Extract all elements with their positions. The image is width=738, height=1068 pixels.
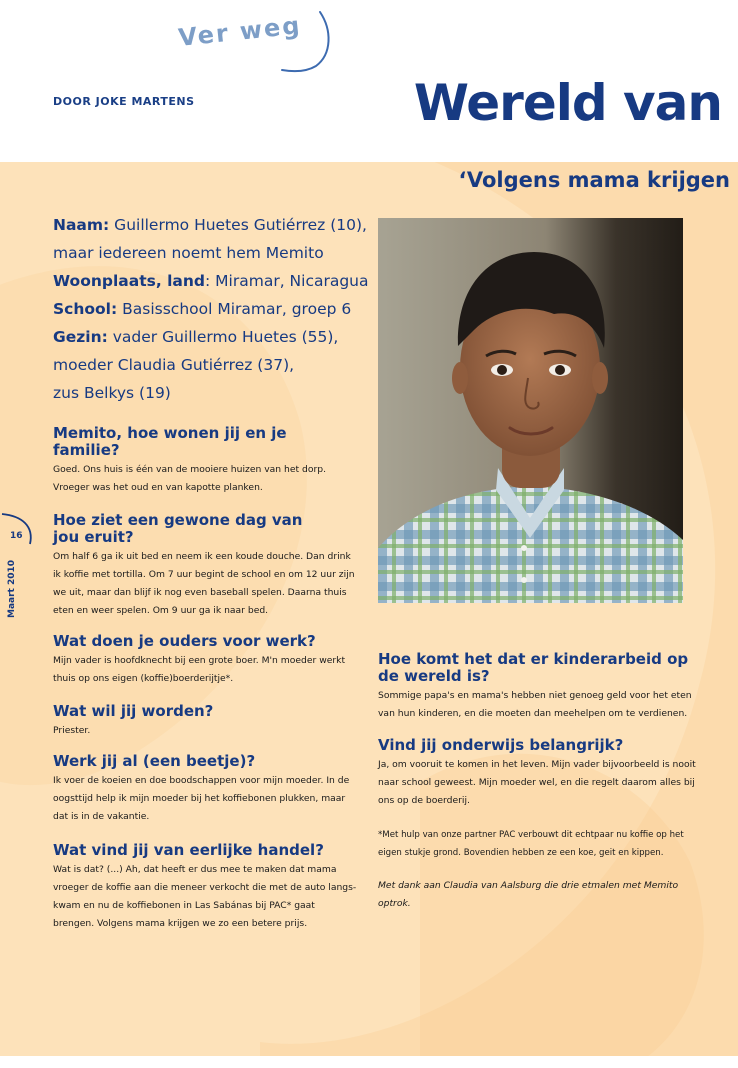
portrait-illustration xyxy=(378,218,683,603)
page-number: 16 xyxy=(10,531,23,541)
qa-child-labour xyxy=(378,651,698,723)
qa-daily-routine xyxy=(53,512,358,620)
qa-question: Hoe komt het dat er kinderarbeid op de wereld is? xyxy=(378,650,689,685)
family-label: Gezin: xyxy=(53,328,108,346)
qa-answer: Sommige papa's en mama's hebben niet genoeg geld voor het eten van hun kinderen, en die moeten dan meehelpen om te verdienen. xyxy=(378,690,692,719)
footnote: *Met hulp van onze partner PAC verbouwt dit echtpaar nu koffie op het eigen stukje grond. Bovendien hebben ze een koe, geit en kippen. xyxy=(378,830,684,858)
section-label: Ver weg xyxy=(177,11,303,53)
qa-question: Vind jij onderwijs belangrijk? xyxy=(378,736,624,754)
acknowledgement: Met dank aan Claudia van Aalsburg die drie etmalen met Memito optrok. xyxy=(378,880,679,909)
page-bottom-margin xyxy=(0,1056,738,1068)
family-value: vader Guillermo Huetes (55), xyxy=(107,328,339,346)
qa-answer: Wat is dat? (...) Ah, dat heeft er dus mee te maken dat mama vroeger de koffie aan die meneer verkocht die met de auto langs-kwam en nu de koffiebonen in Las Sabánas bij PAC* gaat brengen. Volgens mama krijgen we zo een betere prijs. xyxy=(53,864,357,929)
qa-answer: Ik voer de koeien en doe boodschappen voor mijn moeder. In de oogsttijd help ik mijn moeder bij het koffiebonen plukken, maar dat is in de vakantie. xyxy=(53,775,350,822)
profile-family-line xyxy=(53,323,373,351)
page-marker-arc xyxy=(0,510,40,550)
residence-label: Woonplaats, land xyxy=(53,272,206,290)
qa-question: Wat doen je ouders voor werk? xyxy=(53,632,316,650)
family-continuation-2: zus Belkys (19) xyxy=(53,384,171,402)
qa-answer: Ja, om vooruit te komen in het leven. Mijn vader bijvoorbeeld is nooit naar school geweest. Mijn moeder wel, en die regelt daarom alles bij ons op de boerderij. xyxy=(378,759,696,806)
section-arc xyxy=(276,8,336,78)
qa-working xyxy=(53,753,363,826)
qa-question: Werk jij al (een beetje)? xyxy=(53,752,256,770)
qa-parents-work xyxy=(53,633,358,688)
profile-school-line xyxy=(53,295,373,323)
article-subtitle: ‘Volgens mama krijgen xyxy=(458,168,730,192)
qa-question: Wat vind jij van eerlijke handel? xyxy=(53,841,324,859)
residence-value: : Miramar, Nicaragua xyxy=(205,272,369,290)
profile-box xyxy=(53,211,373,407)
qa-question: Memito, hoe wonen jij en je familie? xyxy=(53,424,287,459)
article-title: Wereld van xyxy=(413,74,722,132)
portrait-photo xyxy=(378,218,683,603)
profile-name-line xyxy=(53,211,373,239)
byline: DOOR JOKE MARTENS xyxy=(53,95,195,108)
issue-date: Maart 2010 xyxy=(7,559,17,618)
qa-question: Hoe ziet een gewone dag van jou eruit? xyxy=(53,511,303,546)
qa-answer: Mijn vader is hoofdknecht bij een grote boer. M'n moeder werkt thuis op ons eigen (koffie)boerderijtje*. xyxy=(53,655,346,684)
school-label: School: xyxy=(53,300,118,318)
profile-residence-line xyxy=(53,267,373,295)
school-value: Basisschool Miramar, groep 6 xyxy=(117,300,352,318)
qa-question: Wat wil jij worden? xyxy=(53,702,214,720)
name-continuation: maar iedereen noemt hem Memito xyxy=(53,244,324,262)
qa-future xyxy=(53,703,358,740)
qa-answer: Om half 6 ga ik uit bed en neem ik een koude douche. Dan drink ik koffie met tortilla. Om 7 uur begint de school en om 12 uur zijn we uit, maar dan blijf ik nog even baseball spelen. Daarna thuis eten en weer spelen. Om 9 uur ga ik naar bed. xyxy=(53,551,355,616)
qa-fair-trade xyxy=(53,842,358,933)
name-label: Naam: xyxy=(53,216,110,234)
qa-family xyxy=(53,425,353,497)
qa-education xyxy=(378,737,698,810)
qa-answer: Priester. xyxy=(53,725,91,736)
qa-answer: Goed. Ons huis is één van de mooiere huizen van het dorp. Vroeger was het oud en van kapotte planken. xyxy=(53,464,327,493)
name-value: Guillermo Huetes Gutiérrez (10), xyxy=(109,216,367,234)
family-continuation-1: moeder Claudia Gutiérrez (37), xyxy=(53,356,295,374)
